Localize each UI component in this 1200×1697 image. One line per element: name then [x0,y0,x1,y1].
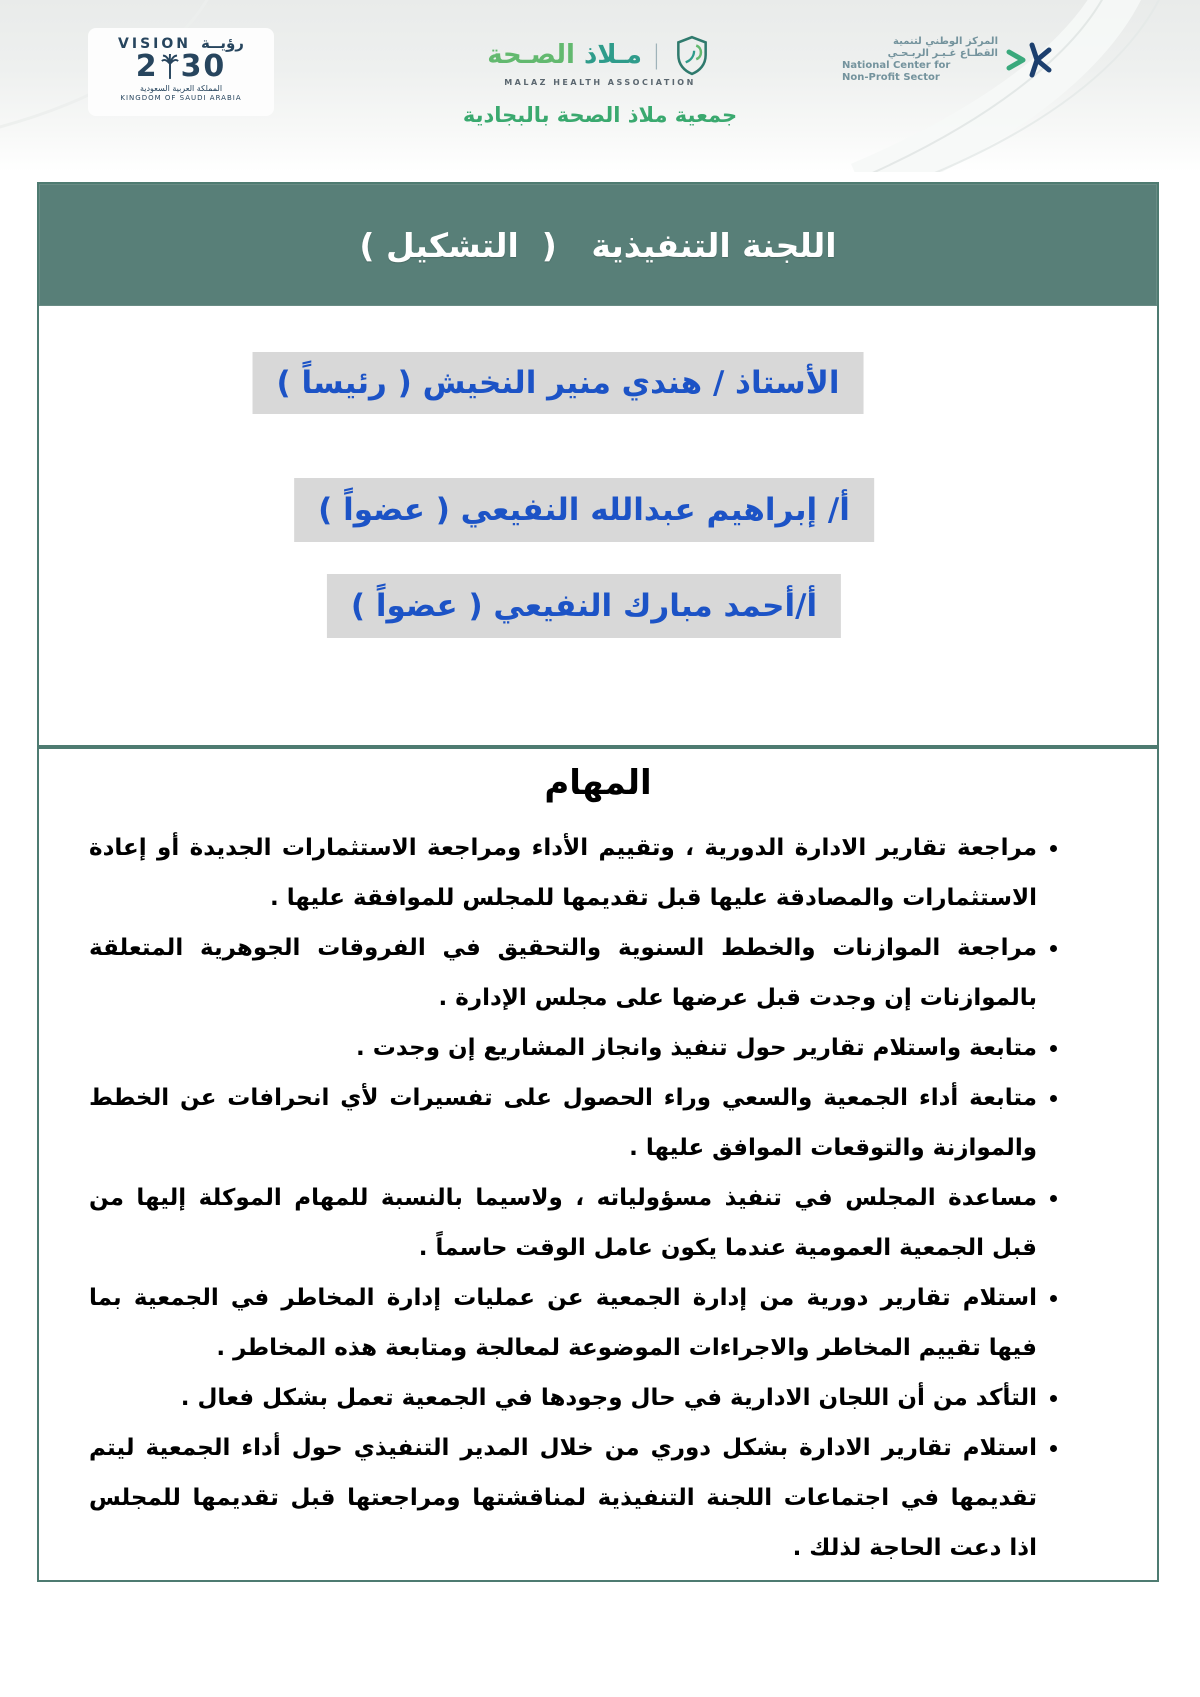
task-item: • مساعدة المجلس في تنفيذ مسؤولياته ، ولاسيما بالنسبة للمهام الموكلة إليها من قبل الجمعية العمومية عندما يكون عامل الوقت حاسماً . [85,1173,1037,1273]
malaz-word-1: مـلاذ [583,40,643,70]
tasks-list [39,823,1157,1573]
ncnp-name-ar-2: القطـاع غـيـر الربـحـي [887,48,998,59]
task-item: • استلام تقارير دورية من إدارة الجمعية عن عمليات إدارة المخاطر في الجمعية بما فيها تقييم المخاطر والاجراءات الموضوعة لمعالجة ومتابعة هذه المخاطر . [85,1273,1037,1373]
task-item: • مراجعة الموازنات والخطط السنوية والتحقيق في الفروقات الجوهرية المتعلقة بالموازنات إن وجدت قبل عرضها على مجلس الإدارة . [85,923,1037,1023]
vision-kingdom-en: KINGDOM OF SAUDI ARABIA [120,94,242,102]
malaz-logo [390,34,810,127]
member-name: أ/ إبراهيم عبدالله النفيعي ( عضواً ) [318,492,850,528]
task-item: • متابعة أداء الجمعية والسعي وراء الحصول على تفسيرات لأي انحرافات عن الخطط والموازنة والتوقعات الموافق عليها . [85,1073,1037,1173]
shield-icon [671,34,713,76]
member-row-2 [327,574,841,638]
vision-title-ar: رؤيــة [201,34,244,52]
malaz-name-en: MALAZ HEALTH ASSOCIATION [504,78,696,87]
section-banner [39,184,1157,306]
ncnp-logo [842,36,1052,84]
tasks-heading: المهام [544,763,652,803]
task-item: • استلام تقارير الادارة بشكل دوري من خلال المدير التنفيذي حول أداء الجمعية ليتم تقديمها في اجتماعات اللجنة التنفيذية لمناقشتها ومراجعتها قبل تقديمها للمجلس اذا دعت الحاجة لذلك . [85,1423,1037,1573]
member-name: أ/أحمد مبارك النفيعي ( عضواً ) [350,588,818,624]
vision-year-right: 30 [180,49,227,84]
vision-title-en: VISION [118,36,191,52]
ncnp-name-en-1: National Center for [842,60,951,71]
task-item: • التأكد من أن اللجان الادارية في حال وجودها في الجمعية تعمل بشكل فعال . [85,1373,1037,1423]
palm-tree-icon [161,54,179,80]
malaz-word-2: الصـحة [487,40,575,70]
member-row-1 [294,478,874,542]
vision-year [96,49,266,84]
member-row-chairman [253,352,864,414]
association-subtitle: جمعية ملاذ الصحة بالبجادية [462,103,738,127]
ncnp-name-en-2: Non-Profit Sector [842,72,940,83]
banner-title: اللجنة التنفيذية ( التشكيل ) [359,225,837,265]
ncnp-name-ar-1: المركز الوطني لتنمية [893,36,998,47]
vision-year-left: 2 [135,49,159,84]
ncnp-mark-icon [1006,39,1052,81]
vision-2030-logo [88,28,274,116]
vision-kingdom-ar: المملكة العربية السعودية [139,84,223,93]
task-item: • مراجعة تقارير الادارة الدورية ، وتقييم الأداء ومراجعة الاستثمارات الجديدة أو إعادة الاستثمارات والمصادقة عليها قبل تقديمها للمجلس للموافقة عليها . [85,823,1037,923]
tasks-section [37,747,1159,1582]
document-header [0,0,1200,172]
member-name: الأستاذ / هندي منير النخيش ( رئيساً ) [276,365,840,401]
logo-separator: | [652,40,661,70]
task-item: • متابعة واستلام تقارير حول تنفيذ وانجاز المشاريع إن وجدت . [85,1023,1037,1073]
formation-section [37,182,1159,747]
malaz-name-ar [487,40,642,70]
